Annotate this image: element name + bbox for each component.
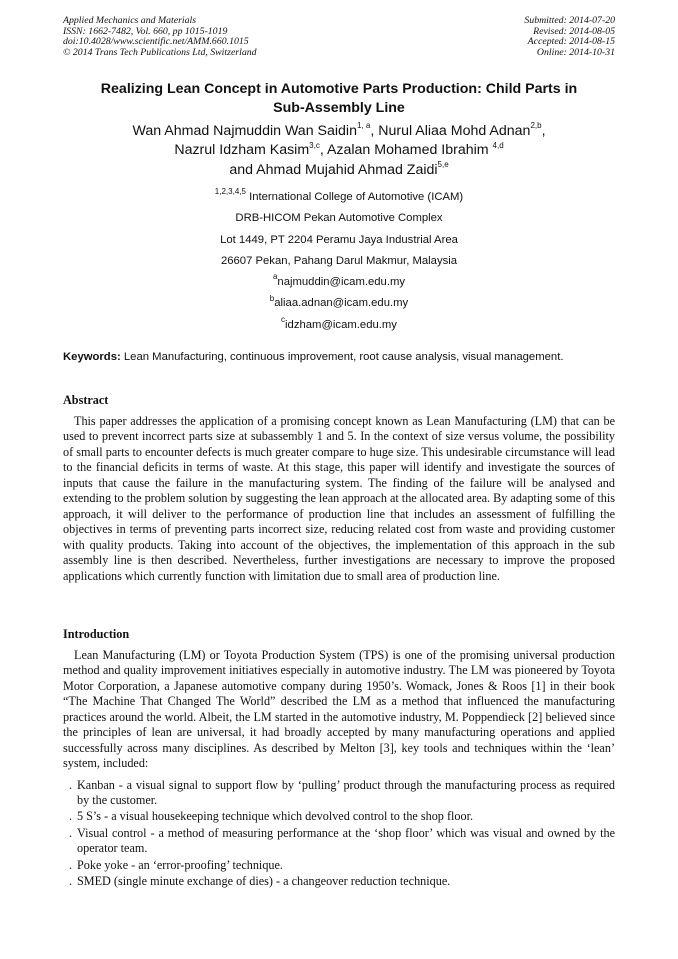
author-name: Nazrul Idzham Kasim <box>174 142 310 159</box>
author-name: Wan Ahmad Najmuddin Wan Saidin <box>132 123 357 139</box>
issn-line: ISSN: 1662-7482, Vol. 660, pp 1015-1019 <box>63 25 228 37</box>
author-name: Azalan Mohamed Ibrahim <box>326 142 493 159</box>
author-line-1 <box>63 122 615 141</box>
affiliation-sup: 1,2,3,4,5 <box>214 187 246 197</box>
bullet-mark: . <box>69 874 73 889</box>
keywords <box>63 350 615 365</box>
affiliation-address-2: 26607 Pekan, Pahang Darul Makmur, Malaysia <box>220 254 458 267</box>
online-date: Online: 2014-10-31 <box>536 46 615 58</box>
paper-title <box>63 80 615 118</box>
submitted-date: Submitted: 2014-07-20 <box>524 15 615 26</box>
affiliation-complex: DRB-HICOM Pekan Automotive Complex <box>235 212 443 225</box>
lean-tools-list <box>63 778 615 890</box>
affiliation-institute: $^{1,2,3,4,5}$ International College of Automotive (ICAM) <box>214 187 464 203</box>
list-item: . 5 S’s - a visual housekeeping technique which devolved control to the shop floor. <box>69 809 474 824</box>
introduction-heading: Introduction <box>63 627 130 641</box>
introduction-text: Lean Manufacturing (LM) or Toyota Production System (TPS) is one of the promising universal production method and quality improvement initiatives especially in automotive industry. The LM was pioneered by Toyota Motor Corporation, a Japanese automotive company during 1950’s. Womack, Jones & Roos [1] in their book “The Machine That Changed The World” described the LM as a method that influenced the manufacturing practices around the world. Albeit, the LM started in the automotive industry, M. Poppendieck [2] believed since the principles of lean are universal, it had broadly accepted by many manufacturing operations and applied successfully across many disciplines. As described by Melton [3], key tools and techniques within the ‘lean’ system, included: <box>63 648 615 771</box>
introduction-section <box>63 627 615 891</box>
affiliation-address-1: Lot 1449, PT 2204 Peramu Jaya Industrial Area <box>220 233 458 246</box>
email-a: $^a$najmuddin@icam.edu.my <box>272 272 406 289</box>
author-affiliation-sup: 2,b <box>530 121 542 131</box>
email-b: $^b$aliaa.adnan@icam.edu.my <box>269 293 409 310</box>
abstract-text: This paper addresses the application of a promising concept known as Lean Manufacturing (LM) that can be used to prevent incorrect parts size at subassembly 1 and 5. In the context of size versus volume, the possibility of small parts to encounter defects is much greater compare to huge size. This undesirable circumstance will lead to the financial deficits in terms of waste. At this stage, this paper will identify and investigate the sources of inputs that cause the failure in the manufacturing system. The finding of the failure will be analysed and extending to the problem solution by suggesting the lean approach at the allocated area. By adapting some of this approach, it will deliver to the performance of production line that includes an assessment of fulfilling the objectives in terms of preventing parts incorrect size, reducing related cost from waste and providing customer with quality products. Taking into account of the objectives, the implementation of this approach in the sub assembly line is then described. Nevertheless, further investigations are necessary to improve the proposed applications which currently function with limitation due to small area of production line. <box>63 414 616 583</box>
author-line-2 <box>63 141 615 160</box>
title-line-2: Sub-Assembly Line <box>273 100 405 116</box>
journal-header-left <box>63 16 257 58</box>
author-name: Nurul Aliaa Mohd Adnan <box>378 123 531 139</box>
author-name: and Ahmad Mujahid Ahmad Zaidi <box>229 161 438 178</box>
author-list <box>63 122 615 180</box>
affiliation-block <box>63 187 615 336</box>
email-c: $^c$idzham@icam.edu.my <box>281 315 397 331</box>
bullet-mark: . <box>69 857 73 872</box>
list-item: . Poke yoke - an ‘error-proofing’ technique. <box>69 857 283 872</box>
journal-header-right <box>524 16 615 58</box>
author-affiliation-sup: 3,c <box>309 140 320 150</box>
list-item: . Visual control - a method of measuring performance at the ‘shop floor’ which was visual and owned by the operator team. <box>69 825 615 856</box>
author-separator: , <box>541 123 546 139</box>
author-line-3 <box>63 161 615 180</box>
bullet-mark: . <box>69 825 73 840</box>
doi-line: doi:10.4028/www.scientific.net/AMM.660.1015 <box>63 36 249 48</box>
keywords-label: Keywords: <box>63 351 121 363</box>
author-affiliation-sup: 1, a <box>356 121 371 131</box>
author-separator: , <box>370 123 379 139</box>
title-line-1: Realizing Lean Concept in Automotive Parts Production: Child Parts in <box>100 81 578 97</box>
abstract-section <box>63 393 615 584</box>
author-affiliation-sup: 4,d <box>492 140 504 150</box>
author-affiliation-sup: 5,e <box>437 160 449 170</box>
bullet-mark: . <box>69 777 73 792</box>
keywords-text: Lean Manufacturing, continuous improvement, root cause analysis, visual management. <box>120 351 564 363</box>
abstract-heading: Abstract <box>63 393 109 407</box>
revised-date: Revised: 2014-08-05 <box>533 25 615 37</box>
copyright-line: © 2014 Trans Tech Publications Ltd, Switzerland <box>63 46 257 58</box>
author-separator: , <box>319 142 327 159</box>
list-item: . Kanban - a visual signal to support flow by ‘pulling’ product through the manufacturing process as required by the customer. <box>69 777 615 807</box>
journal-name: Applied Mechanics and Materials <box>63 15 197 26</box>
accepted-date: Accepted: 2014-08-15 <box>527 36 615 48</box>
bullet-mark: . <box>69 809 73 824</box>
list-item: . SMED (single minute exchange of dies) - a changeover reduction technique. <box>69 874 451 889</box>
